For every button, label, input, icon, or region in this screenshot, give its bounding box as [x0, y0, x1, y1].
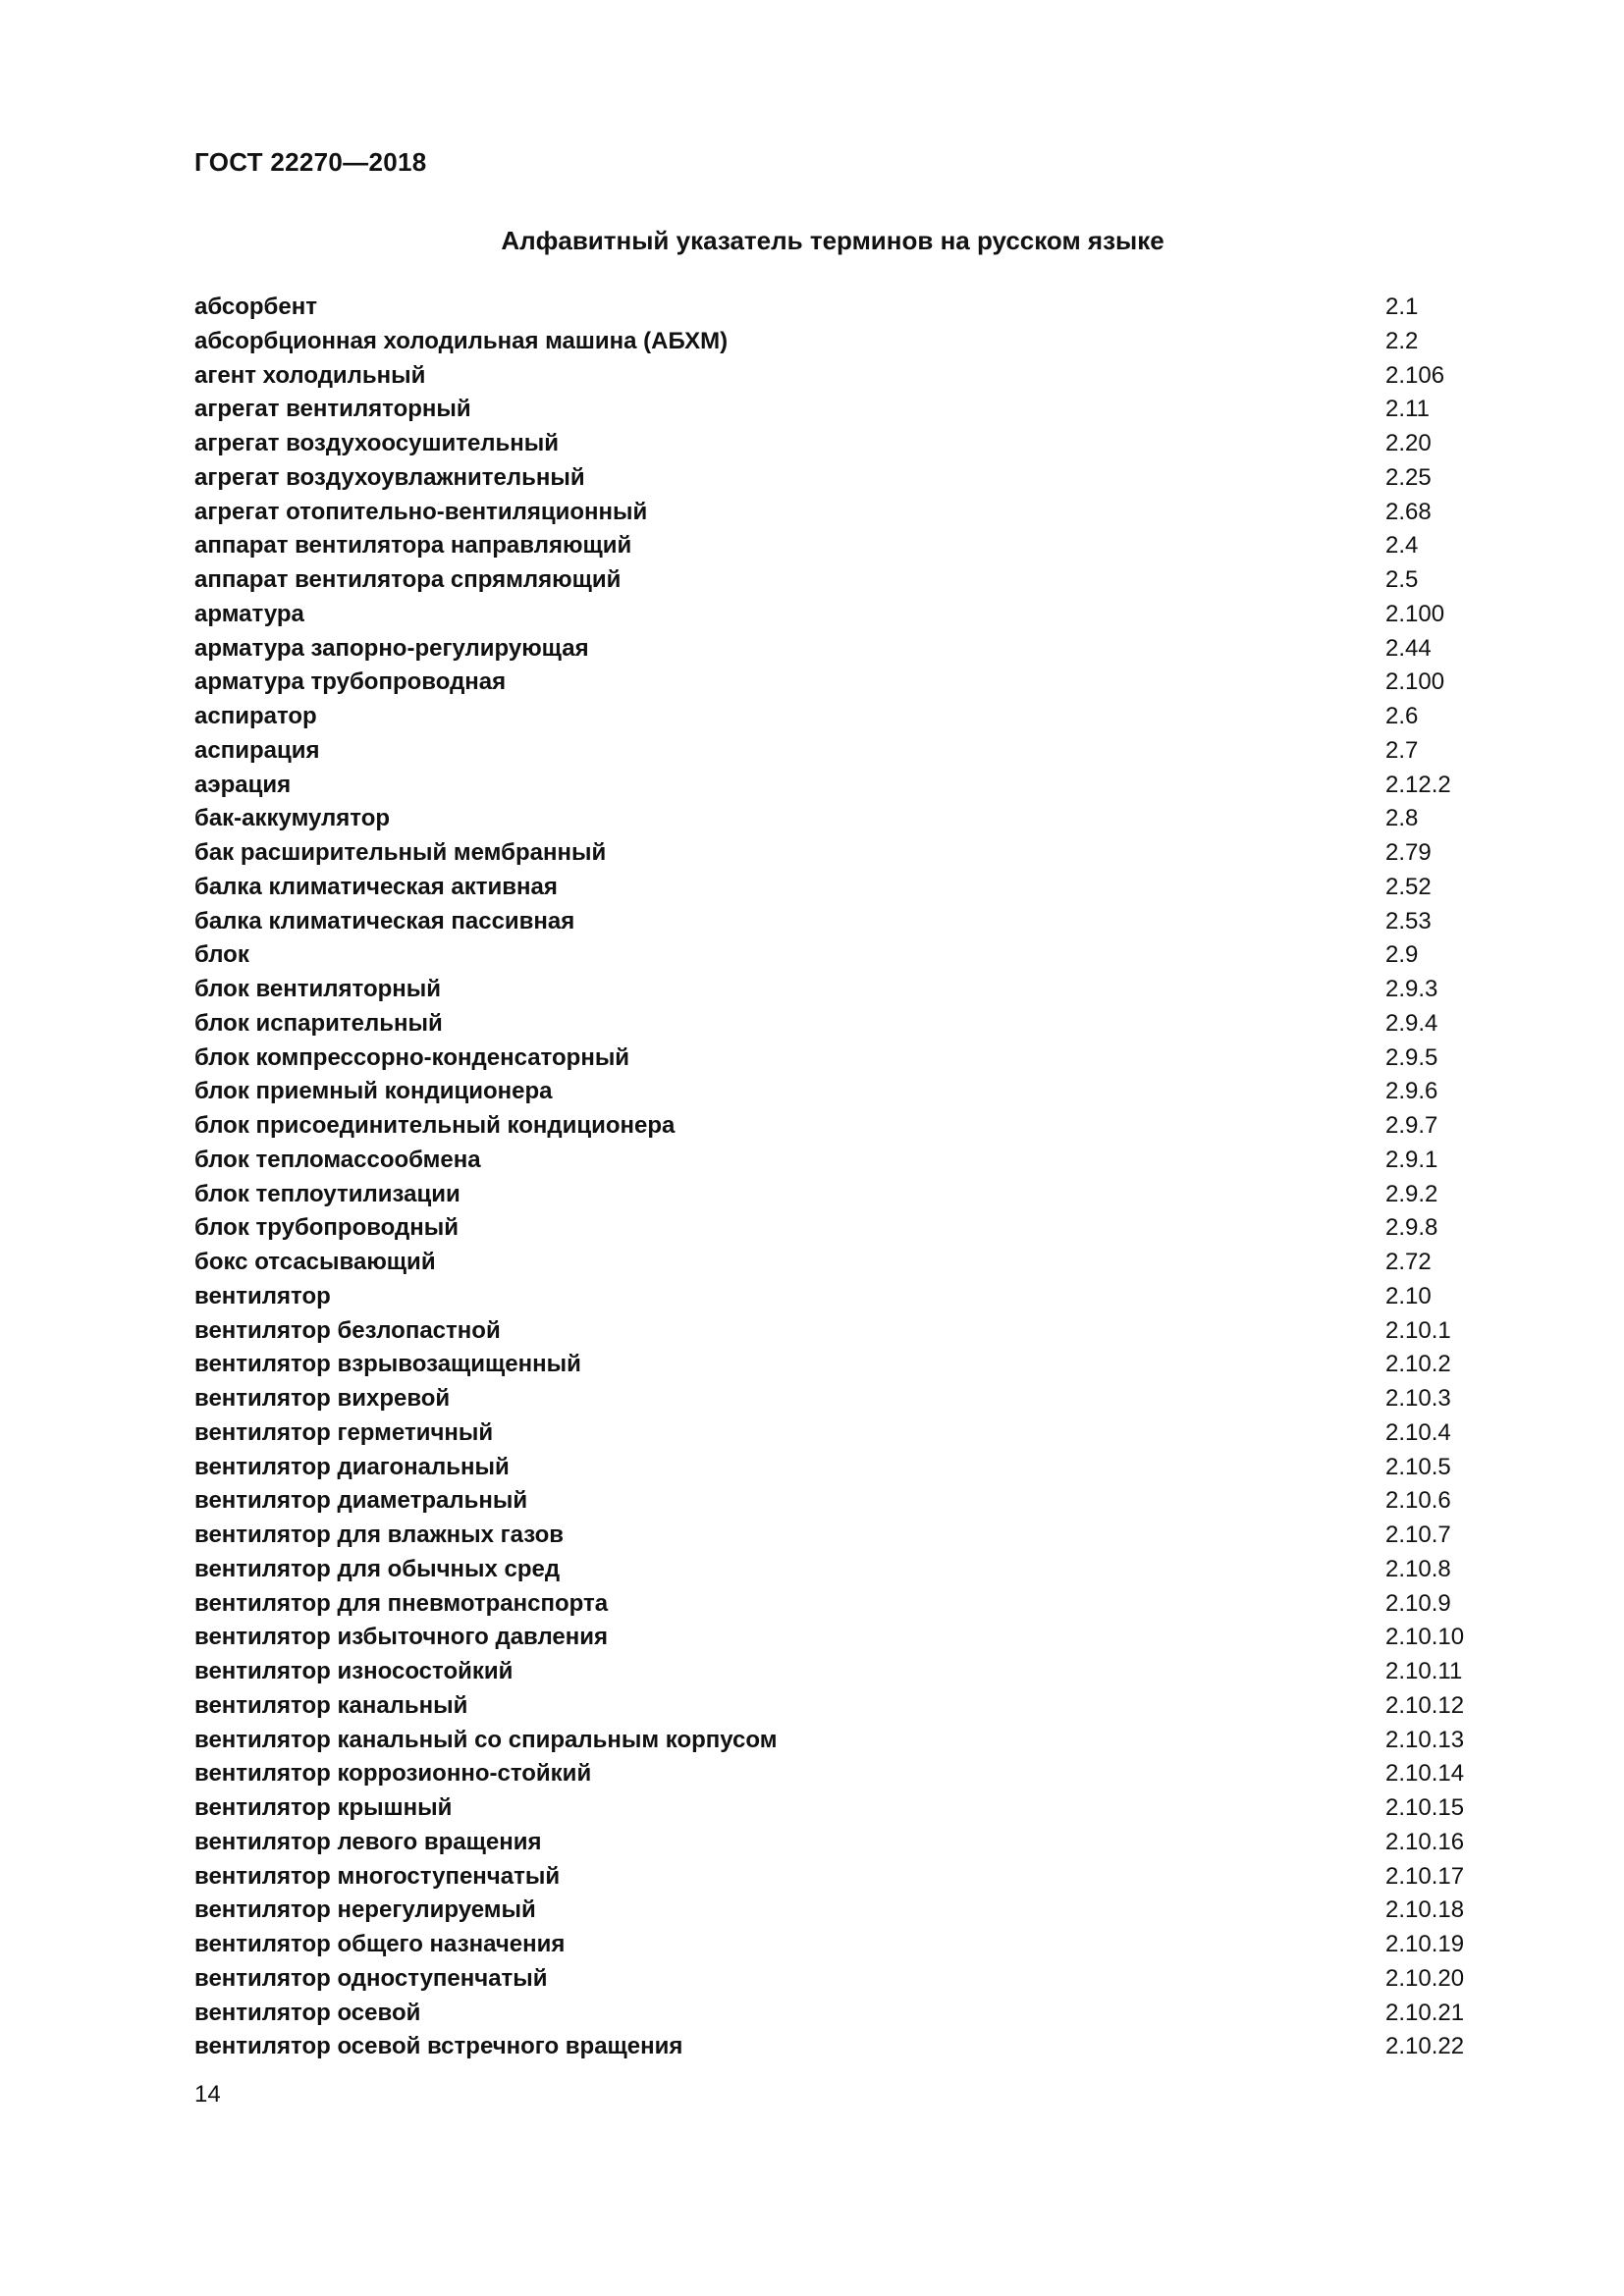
index-term-reference: 2.106 [1385, 361, 1445, 389]
index-entry [194, 393, 1471, 427]
index-term-reference: 2.9 [1385, 941, 1419, 969]
index-term: аэрация [194, 771, 292, 798]
index-term: блок тепломассообмена [194, 1146, 481, 1173]
document-code: ГОСТ 22270—2018 [194, 147, 427, 177]
index-term: арматура трубопроводная [194, 668, 507, 696]
index-entry [194, 496, 1471, 530]
index-entry [194, 1484, 1471, 1519]
index-term: вентилятор крышный [194, 1794, 453, 1821]
index-term-reference: 2.12.2 [1385, 771, 1451, 798]
index-term-reference: 2.10.22 [1385, 2033, 1465, 2060]
index-term: вентилятор канальный со спиральным корпусом [194, 1726, 778, 1753]
index-term-reference: 2.8 [1385, 805, 1419, 832]
index-term: агент холодильный [194, 361, 426, 389]
index-entry [194, 1211, 1471, 1246]
index-entry [194, 1826, 1471, 1860]
index-term-reference: 2.4 [1385, 532, 1419, 560]
index-term: агрегат отопительно-вентиляционный [194, 498, 648, 525]
index-term: вентилятор диаметральный [194, 1487, 528, 1515]
index-term: вентилятор безлопастной [194, 1316, 501, 1344]
index-term-reference: 2.9.3 [1385, 976, 1438, 1002]
index-entry [194, 1144, 1471, 1178]
index-term-reference: 2.10.7 [1385, 1522, 1451, 1548]
index-entry [194, 1553, 1471, 1587]
index-entry [194, 1246, 1471, 1280]
index-entry [194, 1348, 1471, 1382]
index-term-reference: 2.10.5 [1385, 1453, 1451, 1480]
index-entry [194, 325, 1471, 359]
index-term-reference: 2.10.15 [1385, 1794, 1465, 1821]
index-term: вентилятор канальный [194, 1691, 468, 1719]
index-term-reference: 2.52 [1385, 873, 1432, 900]
index-entry [194, 1757, 1471, 1791]
index-entry [194, 427, 1471, 461]
index-entry [194, 973, 1471, 1007]
index-term-reference: 2.10.8 [1385, 1555, 1451, 1582]
index-term: балка климатическая пассивная [194, 907, 575, 934]
index-term: арматура запорно-регулирующая [194, 634, 589, 662]
index-term-reference: 2.68 [1385, 498, 1432, 525]
index-term: вентилятор общего назначения [194, 1931, 566, 1957]
index-term-reference: 2.44 [1385, 634, 1432, 662]
index-title: Алфавитный указатель терминов на русском языке [501, 226, 1164, 255]
index-entry [194, 700, 1471, 734]
index-term-reference: 2.2 [1385, 327, 1419, 354]
index-entry [194, 734, 1471, 769]
index-entry [194, 1724, 1471, 1758]
index-entry [194, 666, 1471, 700]
index-entry [194, 1314, 1471, 1349]
index-term-reference: 2.10.16 [1385, 1828, 1465, 1855]
index-term: агрегат вентиляторный [194, 396, 471, 423]
index-term-reference: 2.5 [1385, 566, 1419, 593]
index-entry [194, 836, 1471, 871]
index-term: вентилятор для пневмотранспорта [194, 1589, 609, 1617]
index-term-reference: 2.100 [1385, 600, 1445, 627]
index-term: блок испарительный [194, 1009, 443, 1037]
index-term: агрегат воздухоувлажнительный [194, 463, 585, 491]
index-entry [194, 871, 1471, 905]
index-term-reference: 2.9.1 [1385, 1146, 1438, 1173]
index-term: агрегат воздухоосушительный [194, 430, 560, 456]
index-term-reference: 2.10.2 [1385, 1351, 1451, 1378]
index-entry [194, 632, 1471, 667]
index-term-reference: 2.10.21 [1385, 1999, 1465, 2026]
index-term: абсорбционная холодильная машина (АБХМ) [194, 327, 729, 354]
index-term: аппарат вентилятора спрямляющий [194, 566, 622, 593]
index-term-reference: 2.79 [1385, 839, 1432, 866]
index-term-reference: 2.9.7 [1385, 1112, 1438, 1139]
index-term-reference: 2.9.2 [1385, 1180, 1438, 1207]
index-entry [194, 1655, 1471, 1689]
index-term: бак-аккумулятор [194, 805, 391, 832]
index-term: блок компрессорно-конденсаторный [194, 1043, 630, 1071]
index-entry [194, 1041, 1471, 1076]
index-term: блок приемный кондиционера [194, 1078, 553, 1105]
index-term-reference: 2.10.14 [1385, 1760, 1465, 1788]
index-term: вентилятор коррозионно-стойкий [194, 1760, 592, 1788]
index-entry [194, 1962, 1471, 1997]
index-entry [194, 1075, 1471, 1109]
index-entry [194, 1997, 1471, 2031]
index-entry [194, 1587, 1471, 1622]
index-entry [194, 1109, 1471, 1144]
index-term: бак расширительный мембранный [194, 839, 607, 866]
index-entry [194, 1928, 1471, 1962]
index-term: вентилятор взрывозащищенный [194, 1351, 581, 1378]
index-entry [194, 1894, 1471, 1928]
index-term-reference: 2.10.20 [1385, 1964, 1465, 1992]
index-term: вентилятор одноступенчатый [194, 1964, 548, 1992]
index-entry [194, 1416, 1471, 1451]
index-entry [194, 938, 1471, 973]
index-term-reference: 2.6 [1385, 703, 1419, 729]
index-term: вентилятор герметичный [194, 1418, 494, 1446]
index-term-reference: 2.9.5 [1385, 1043, 1438, 1071]
index-entry [194, 1280, 1471, 1314]
index-term-reference: 2.72 [1385, 1249, 1432, 1275]
index-entry [194, 905, 1471, 939]
index-entry [194, 529, 1471, 563]
index-term: вентилятор для обычных сред [194, 1555, 561, 1582]
index-term: вентилятор для влажных газов [194, 1522, 565, 1548]
index-term-reference: 2.9.6 [1385, 1078, 1438, 1105]
term-index-list [194, 291, 1471, 2064]
index-term: абсорбент [194, 294, 317, 320]
index-entry [194, 1382, 1471, 1416]
index-term-reference: 2.10.1 [1385, 1316, 1451, 1344]
index-entry [194, 1621, 1471, 1655]
index-term: вентилятор осевой встречного вращения [194, 2033, 683, 2060]
index-term-reference: 2.100 [1385, 668, 1445, 696]
index-entry [194, 2030, 1471, 2064]
index-term-reference: 2.1 [1385, 294, 1419, 320]
index-entry [194, 1178, 1471, 1212]
index-term: блок теплоутилизации [194, 1180, 460, 1207]
index-term-reference: 2.20 [1385, 430, 1432, 456]
index-term-reference: 2.10.13 [1385, 1726, 1465, 1753]
index-term-reference: 2.9.4 [1385, 1009, 1438, 1037]
index-term: арматура [194, 600, 304, 627]
index-term-reference: 2.10.10 [1385, 1624, 1465, 1651]
index-term: вентилятор многоступенчатый [194, 1862, 561, 1890]
index-entry [194, 1689, 1471, 1724]
index-term: бокс отсасывающий [194, 1249, 436, 1275]
index-term-reference: 2.10.12 [1385, 1691, 1465, 1719]
index-term: вентилятор износостойкий [194, 1658, 514, 1684]
index-entry [194, 1791, 1471, 1826]
index-term-reference: 2.9.8 [1385, 1214, 1438, 1242]
index-entry [194, 461, 1471, 496]
index-term-reference: 2.11 [1385, 396, 1430, 423]
index-entry [194, 291, 1471, 325]
index-term: блок [194, 941, 249, 969]
index-term: вентилятор вихревой [194, 1385, 451, 1412]
index-term-reference: 2.10.17 [1385, 1862, 1465, 1890]
index-term: вентилятор диагональный [194, 1453, 510, 1480]
index-term: аспиратор [194, 703, 317, 729]
index-entry [194, 1451, 1471, 1485]
index-term: балка климатическая активная [194, 873, 558, 900]
index-term: вентилятор левого вращения [194, 1828, 542, 1855]
index-entry [194, 1007, 1471, 1041]
index-term: аппарат вентилятора направляющий [194, 532, 632, 560]
index-term: аспирация [194, 736, 320, 764]
index-entry [194, 598, 1471, 632]
index-term-reference: 2.10.11 [1385, 1658, 1463, 1684]
index-term-reference: 2.25 [1385, 463, 1432, 491]
index-term: вентилятор избыточного давления [194, 1624, 609, 1651]
index-term-reference: 2.53 [1385, 907, 1432, 934]
index-entry [194, 802, 1471, 836]
index-term-reference: 2.10.6 [1385, 1487, 1451, 1515]
index-term-reference: 2.10.18 [1385, 1896, 1465, 1924]
index-term: вентилятор осевой [194, 1999, 421, 2026]
index-term-reference: 2.10.9 [1385, 1589, 1451, 1617]
index-term: вентилятор нерегулируемый [194, 1896, 536, 1924]
index-term: блок присоединительный кондиционера [194, 1112, 676, 1139]
index-entry [194, 563, 1471, 598]
index-term-reference: 2.10.4 [1385, 1418, 1451, 1446]
index-entry [194, 359, 1471, 394]
page-number: 14 [194, 2081, 221, 2108]
index-term: вентилятор [194, 1282, 331, 1309]
index-term-reference: 2.10 [1385, 1282, 1432, 1309]
index-term: блок трубопроводный [194, 1214, 460, 1242]
index-entry [194, 769, 1471, 803]
index-term-reference: 2.7 [1385, 736, 1419, 764]
index-entry [194, 1519, 1471, 1553]
index-term-reference: 2.10.3 [1385, 1385, 1451, 1412]
index-term-reference: 2.10.19 [1385, 1931, 1465, 1957]
index-entry [194, 1860, 1471, 1895]
index-term: блок вентиляторный [194, 976, 442, 1002]
